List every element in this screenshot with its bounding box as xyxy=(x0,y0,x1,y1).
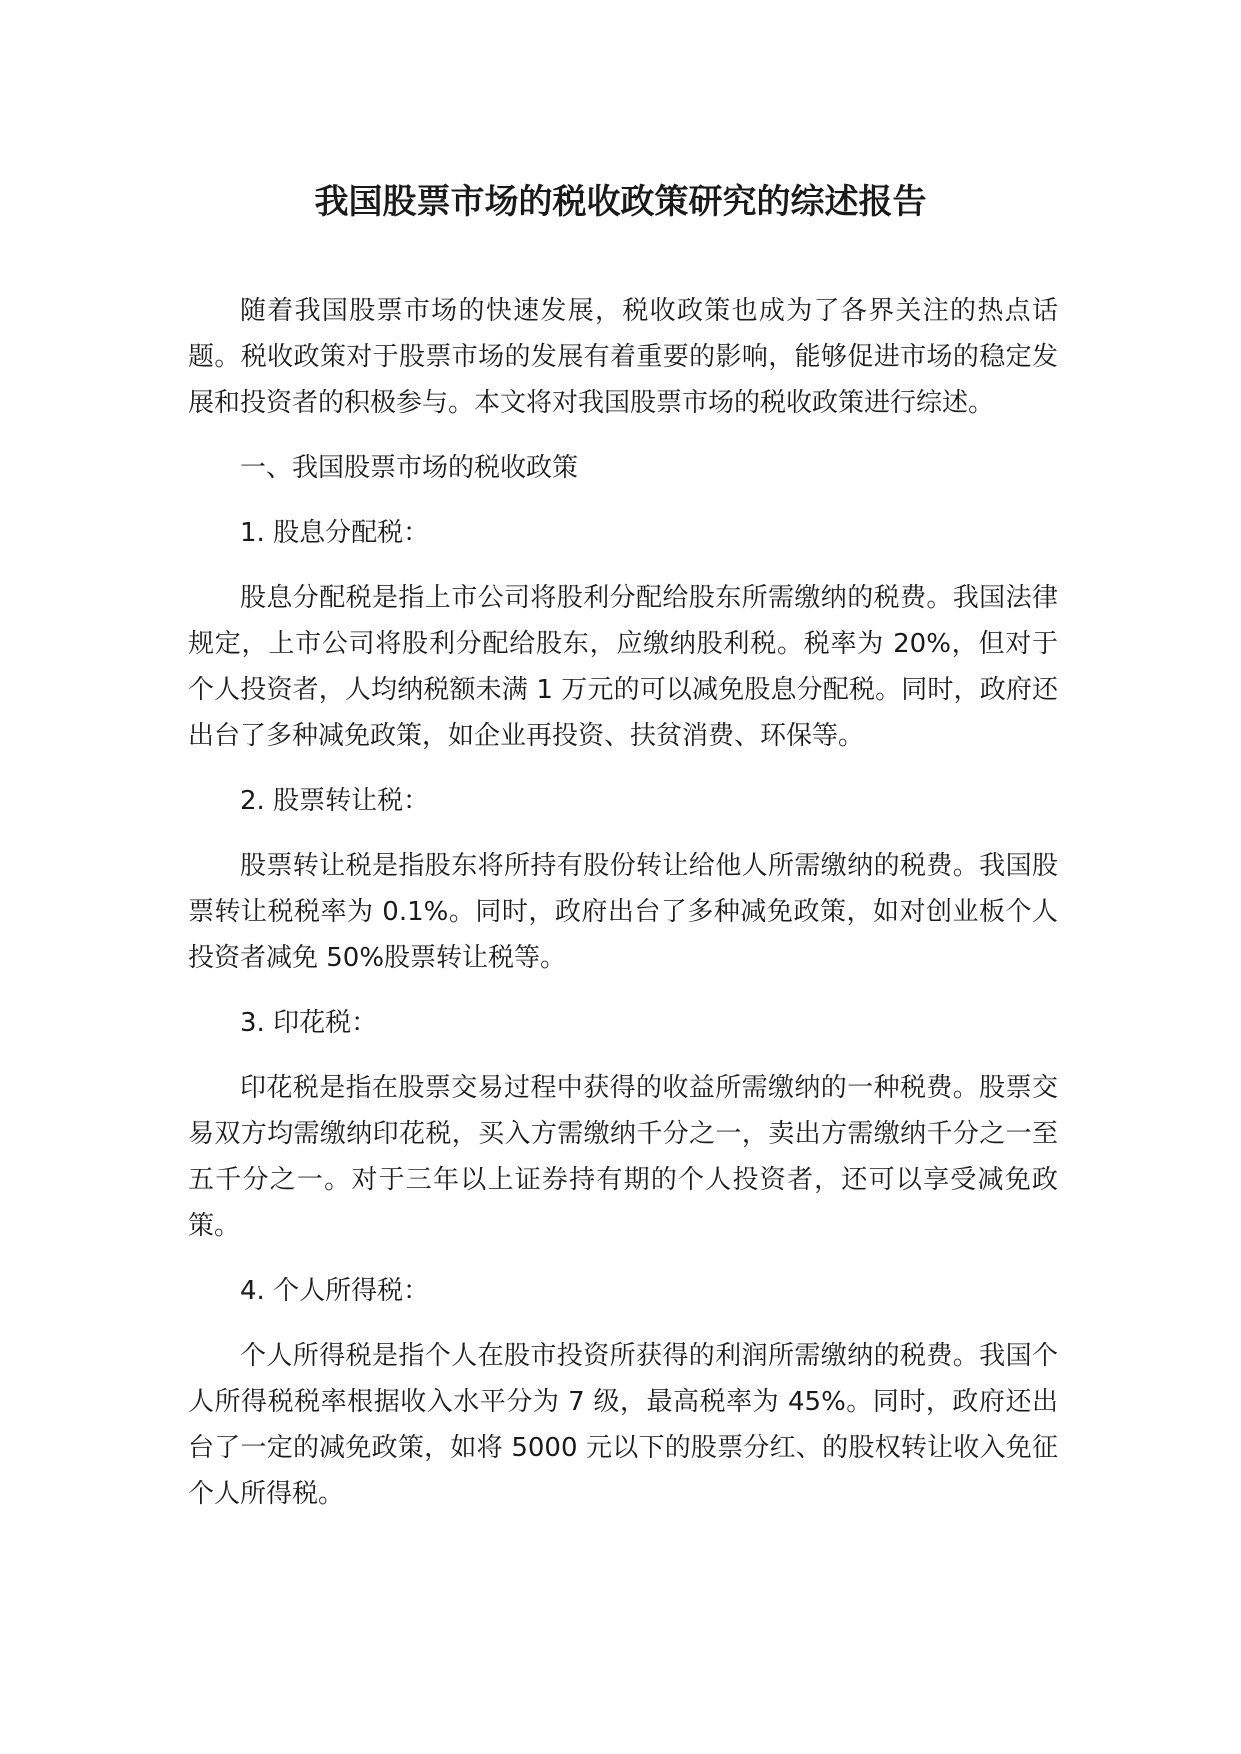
intro-paragraph: 随着我国股票市场的快速发展，税收政策也成为了各界关注的热点话题。税收政策对于股票市场的发展有着重要的影响，能够促进市场的稳定发展和投资者的积极参与。本文将对我国股票市场的税收政策进行综述。 xyxy=(188,296,1058,418)
section-heading: 一、我国股票市场的税收政策 xyxy=(240,453,579,483)
item-heading-stamp-tax: 3. 印花税： xyxy=(240,1008,378,1038)
item-paragraph-stamp-tax: 印花税是指在股票交易过程中获得的收益所需缴纳的一种税费。股票交易双方均需缴纳印花税，买入方需缴纳千分之一，卖出方需缴纳千分之一至五千分之一。对于三年以上证券持有期的个人投资者，还可以享受减免政策。 xyxy=(188,1073,1058,1241)
item-paragraph-transfer-tax: 股票转让税是指股东将所持有股份转让给他人所需缴纳的税费。我国股票转让税税率为 0.1%。同时，政府出台了多种减免政策，如对创业板个人投资者减免 50%股票转让税等。 xyxy=(188,851,1058,973)
item-heading-transfer-tax: 2. 股票转让税： xyxy=(240,786,430,816)
item-paragraph-income-tax: 个人所得税是指个人在股市投资所获得的利润所需缴纳的税费。我国个人所得税税率根据收入水平分为 7 级，最高税率为 45%。同时，政府还出台了一定的减免政策，如将 5000 元以下的股票分红、的股权转让收入免征个人所得税。 xyxy=(188,1341,1058,1509)
document-body xyxy=(188,288,1058,1536)
item-heading-dividend-tax: 1. 股息分配税： xyxy=(240,518,430,548)
document-title: 我国股票市场的税收政策研究的综述报告 xyxy=(314,182,927,222)
item-paragraph-dividend-tax: 股息分配税是指上市公司将股利分配给股东所需缴纳的税费。我国法律规定，上市公司将股利分配给股东，应缴纳股利税。税率为 20%，但对于个人投资者，人均纳税额未满 1 万元的可以减免股息分配税。同时，政府还出台了多种减免政策，如企业再投资、扶贫消费、环保等。 xyxy=(188,583,1058,751)
item-heading-income-tax: 4. 个人所得税： xyxy=(240,1276,430,1306)
